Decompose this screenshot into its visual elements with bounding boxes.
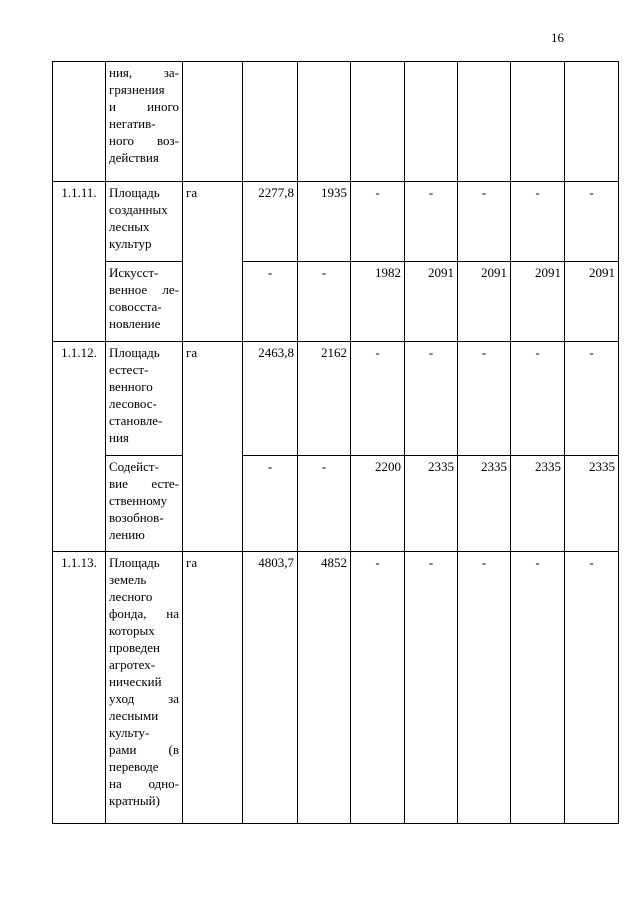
indicator-name-cell [106, 342, 183, 456]
value-cell: 2091 [458, 262, 511, 342]
name-line: ния, за- [109, 65, 179, 80]
name-line: лесовос- [109, 396, 157, 411]
page-number: 16 [551, 30, 564, 45]
table-row [53, 342, 619, 456]
name-line: кратный) [109, 793, 160, 808]
unit-cell: га [183, 342, 243, 552]
row-number-cell: 1.1.12. [53, 342, 106, 552]
name-line: фонда, на [109, 606, 179, 621]
value-cell: - [565, 182, 619, 262]
value-cell: - [243, 456, 298, 552]
value-cell: 2335 [458, 456, 511, 552]
name-line: венного [109, 379, 153, 394]
name-line: действия [109, 150, 159, 165]
table-row [53, 262, 619, 342]
indicators-table [52, 61, 619, 824]
value-cell: - [565, 342, 619, 456]
value-cell: - [405, 182, 458, 262]
name-line: совосста- [109, 299, 162, 314]
value-cell: 2091 [405, 262, 458, 342]
indicator-name-cell [106, 456, 183, 552]
row-number-cell: 1.1.11. [53, 182, 106, 342]
name-line: и иного [109, 99, 179, 114]
table-row [53, 182, 619, 262]
value-cell: 2335 [405, 456, 458, 552]
value-cell: - [565, 552, 619, 824]
table-row [53, 62, 619, 182]
value-cell: - [405, 342, 458, 456]
row-number-cell [53, 62, 106, 182]
value-cell: 2091 [565, 262, 619, 342]
name-line: культур [109, 236, 152, 251]
value-cell: - [511, 342, 565, 456]
value-cell [351, 62, 405, 182]
value-cell: - [351, 342, 405, 456]
name-line: ного воз- [109, 133, 179, 148]
value-cell: - [298, 456, 351, 552]
row-number-cell: 1.1.13. [53, 552, 106, 824]
name-line: Площадь [109, 555, 160, 570]
name-line: грязнения [109, 82, 165, 97]
indicator-name-cell [106, 182, 183, 262]
name-line: на одно- [109, 776, 179, 791]
value-cell [405, 62, 458, 182]
value-cell: - [458, 342, 511, 456]
name-line: венное ле- [109, 282, 179, 297]
value-cell: 2200 [351, 456, 405, 552]
name-line: лесных [109, 219, 150, 234]
value-cell: - [458, 182, 511, 262]
name-line: вие есте- [109, 476, 179, 491]
name-line: ственному [109, 493, 168, 508]
name-line: Искусст- [109, 265, 159, 280]
value-cell: - [511, 552, 565, 824]
value-cell: - [458, 552, 511, 824]
name-line: созданных [109, 202, 168, 217]
name-line: переводе [109, 759, 159, 774]
value-cell: 2335 [565, 456, 619, 552]
name-line: культу- [109, 725, 150, 740]
name-line: уход за [109, 691, 179, 706]
value-cell: 2277,8 [243, 182, 298, 262]
value-cell [243, 62, 298, 182]
value-cell: 4852 [298, 552, 351, 824]
name-line: проведен [109, 640, 160, 655]
name-line: Площадь [109, 345, 160, 360]
name-line: земель [109, 572, 147, 587]
unit-cell [183, 62, 243, 182]
name-line: становле- [109, 413, 163, 428]
unit-cell: га [183, 552, 243, 824]
value-cell: - [243, 262, 298, 342]
value-cell: - [351, 552, 405, 824]
value-cell [458, 62, 511, 182]
name-line: естест- [109, 362, 149, 377]
value-cell: - [405, 552, 458, 824]
name-line: Содейст- [109, 459, 159, 474]
name-line: лесного [109, 589, 153, 604]
value-cell [511, 62, 565, 182]
name-line: ния [109, 430, 129, 445]
value-cell: - [351, 182, 405, 262]
name-line: лесными [109, 708, 159, 723]
value-cell: - [511, 182, 565, 262]
indicator-name-cell [106, 62, 183, 182]
unit-cell: га [183, 182, 243, 342]
value-cell: 2463,8 [243, 342, 298, 456]
name-line: новление [109, 316, 161, 331]
name-line: негатив- [109, 116, 156, 131]
value-cell: 2091 [511, 262, 565, 342]
value-cell: 1982 [351, 262, 405, 342]
table-row [53, 456, 619, 552]
table-body [53, 62, 619, 824]
value-cell: 4803,7 [243, 552, 298, 824]
indicator-name-cell [106, 262, 183, 342]
value-cell: 2162 [298, 342, 351, 456]
name-line: которых [109, 623, 155, 638]
value-cell: 2335 [511, 456, 565, 552]
value-cell [298, 62, 351, 182]
name-line: нический [109, 674, 162, 689]
value-cell: - [298, 262, 351, 342]
table-row [53, 552, 619, 824]
value-cell [565, 62, 619, 182]
value-cell: 1935 [298, 182, 351, 262]
name-line: Площадь [109, 185, 160, 200]
name-line: лению [109, 527, 145, 542]
indicator-name-cell [106, 552, 183, 824]
name-line: агротех- [109, 657, 156, 672]
name-line: рами (в [109, 742, 179, 757]
name-line: возобнов- [109, 510, 164, 525]
